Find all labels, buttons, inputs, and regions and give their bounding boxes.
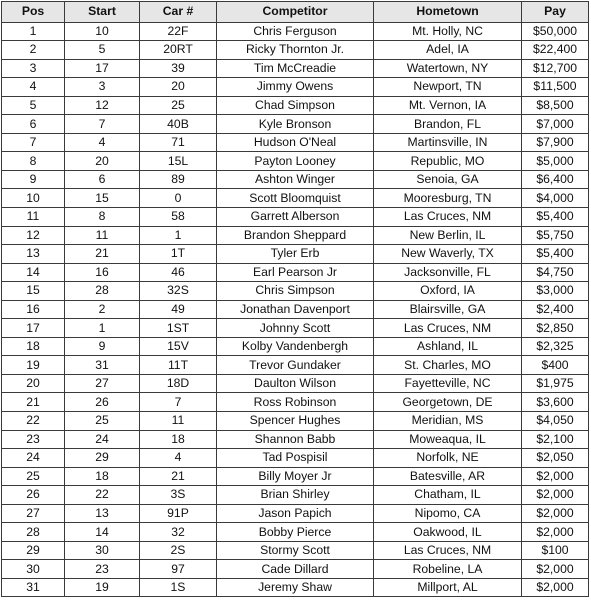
car-number-cell: 7 — [140, 393, 217, 412]
table-row — [2, 22, 589, 41]
pay-cell: $2,400 — [522, 300, 589, 319]
start-cell: 16 — [65, 263, 140, 282]
table-row — [2, 152, 589, 171]
hometown-cell: Las Cruces, NM — [374, 319, 522, 338]
car-number-cell: 2S — [140, 541, 217, 560]
hometown-cell: Chatham, IL — [374, 486, 522, 505]
table-row — [2, 449, 589, 468]
hometown-cell: Robeline, LA — [374, 560, 522, 579]
hometown-cell: Jacksonville, FL — [374, 263, 522, 282]
pay-cell: $2,000 — [522, 504, 589, 523]
start-cell: 14 — [65, 523, 140, 542]
competitor-cell: Jonathan Davenport — [217, 300, 374, 319]
pay-cell: $7,000 — [522, 115, 589, 134]
hometown-cell: Las Cruces, NM — [374, 541, 522, 560]
competitor-cell: Garrett Alberson — [217, 207, 374, 226]
start-cell: 29 — [65, 449, 140, 468]
start-cell: 21 — [65, 245, 140, 264]
pos-cell: 31 — [2, 578, 65, 597]
header-hometown: Hometown — [374, 2, 522, 23]
hometown-cell: Martinsville, IN — [374, 133, 522, 152]
car-number-cell: 20 — [140, 78, 217, 97]
start-cell: 15 — [65, 189, 140, 208]
pos-cell: 9 — [2, 170, 65, 189]
car-number-cell: 1T — [140, 245, 217, 264]
pos-cell: 6 — [2, 115, 65, 134]
start-cell: 19 — [65, 578, 140, 597]
car-number-cell: 18D — [140, 374, 217, 393]
pos-cell: 24 — [2, 449, 65, 468]
pos-cell: 21 — [2, 393, 65, 412]
table-row — [2, 393, 589, 412]
table-row — [2, 207, 589, 226]
car-number-cell: 71 — [140, 133, 217, 152]
pay-cell: $12,700 — [522, 59, 589, 78]
pos-cell: 19 — [2, 356, 65, 375]
header-pos: Pos — [2, 2, 65, 23]
pay-cell: $100 — [522, 541, 589, 560]
competitor-cell: Daulton Wilson — [217, 374, 374, 393]
start-cell: 8 — [65, 207, 140, 226]
table-row — [2, 226, 589, 245]
hometown-cell: Millport, AL — [374, 578, 522, 597]
competitor-cell: Jeremy Shaw — [217, 578, 374, 597]
table-row — [2, 78, 589, 97]
start-cell: 4 — [65, 133, 140, 152]
hometown-cell: Watertown, NY — [374, 59, 522, 78]
pay-cell: $1,975 — [522, 374, 589, 393]
table-row — [2, 245, 589, 264]
pos-cell: 20 — [2, 374, 65, 393]
competitor-cell: Tad Pospisil — [217, 449, 374, 468]
car-number-cell: 1 — [140, 226, 217, 245]
hometown-cell: Norfolk, NE — [374, 449, 522, 468]
competitor-cell: Kyle Bronson — [217, 115, 374, 134]
pos-cell: 7 — [2, 133, 65, 152]
table-row — [2, 578, 589, 597]
pay-cell: $5,400 — [522, 207, 589, 226]
car-number-cell: 46 — [140, 263, 217, 282]
hometown-cell: Adel, IA — [374, 41, 522, 60]
start-cell: 30 — [65, 541, 140, 560]
competitor-cell: Payton Looney — [217, 152, 374, 171]
table-row — [2, 41, 589, 60]
pay-cell: $3,600 — [522, 393, 589, 412]
competitor-cell: Stormy Scott — [217, 541, 374, 560]
race-results-table — [1, 1, 589, 597]
hometown-cell: New Berlin, IL — [374, 226, 522, 245]
table-header — [2, 2, 589, 23]
hometown-cell: Ashland, IL — [374, 337, 522, 356]
table-row — [2, 96, 589, 115]
hometown-cell: Brandon, FL — [374, 115, 522, 134]
hometown-cell: Georgetown, DE — [374, 393, 522, 412]
car-number-cell: 89 — [140, 170, 217, 189]
car-number-cell: 39 — [140, 59, 217, 78]
car-number-cell: 4 — [140, 449, 217, 468]
header-start: Start — [65, 2, 140, 23]
car-number-cell: 22F — [140, 22, 217, 41]
hometown-cell: Mt. Holly, NC — [374, 22, 522, 41]
competitor-cell: Earl Pearson Jr — [217, 263, 374, 282]
hometown-cell: St. Charles, MO — [374, 356, 522, 375]
table-row — [2, 374, 589, 393]
competitor-cell: Johnny Scott — [217, 319, 374, 338]
hometown-cell: Fayetteville, NC — [374, 374, 522, 393]
hometown-cell: Meridian, MS — [374, 411, 522, 430]
table-row — [2, 170, 589, 189]
table-row — [2, 115, 589, 134]
table-row — [2, 467, 589, 486]
start-cell: 10 — [65, 22, 140, 41]
hometown-cell: Batesville, AR — [374, 467, 522, 486]
start-cell: 24 — [65, 430, 140, 449]
start-cell: 6 — [65, 170, 140, 189]
pos-cell: 4 — [2, 78, 65, 97]
hometown-cell: Mt. Vernon, IA — [374, 96, 522, 115]
car-number-cell: 18 — [140, 430, 217, 449]
pay-cell: $2,325 — [522, 337, 589, 356]
competitor-cell: Tyler Erb — [217, 245, 374, 264]
pos-cell: 5 — [2, 96, 65, 115]
competitor-cell: Jimmy Owens — [217, 78, 374, 97]
car-number-cell: 20RT — [140, 41, 217, 60]
start-cell: 11 — [65, 226, 140, 245]
car-number-cell: 15L — [140, 152, 217, 171]
pos-cell: 23 — [2, 430, 65, 449]
start-cell: 13 — [65, 504, 140, 523]
table-row — [2, 523, 589, 542]
table-row — [2, 133, 589, 152]
pos-cell: 25 — [2, 467, 65, 486]
start-cell: 28 — [65, 282, 140, 301]
header-pay: Pay — [522, 2, 589, 23]
pay-cell: $4,050 — [522, 411, 589, 430]
competitor-cell: Shannon Babb — [217, 430, 374, 449]
pay-cell: $5,000 — [522, 152, 589, 171]
pay-cell: $22,400 — [522, 41, 589, 60]
table-row — [2, 411, 589, 430]
start-cell: 23 — [65, 560, 140, 579]
competitor-cell: Ross Robinson — [217, 393, 374, 412]
hometown-cell: Oakwood, IL — [374, 523, 522, 542]
competitor-cell: Billy Moyer Jr — [217, 467, 374, 486]
start-cell: 12 — [65, 96, 140, 115]
hometown-cell: Las Cruces, NM — [374, 207, 522, 226]
pos-cell: 3 — [2, 59, 65, 78]
hometown-cell: Newport, TN — [374, 78, 522, 97]
pay-cell: $2,000 — [522, 560, 589, 579]
hometown-cell: Oxford, IA — [374, 282, 522, 301]
header-car-number: Car # — [140, 2, 217, 23]
start-cell: 25 — [65, 411, 140, 430]
table-row — [2, 486, 589, 505]
table-row — [2, 560, 589, 579]
pay-cell: $4,750 — [522, 263, 589, 282]
pay-cell: $7,900 — [522, 133, 589, 152]
table-row — [2, 504, 589, 523]
pos-cell: 1 — [2, 22, 65, 41]
pay-cell: $6,400 — [522, 170, 589, 189]
start-cell: 5 — [65, 41, 140, 60]
car-number-cell: 58 — [140, 207, 217, 226]
car-number-cell: 49 — [140, 300, 217, 319]
pos-cell: 22 — [2, 411, 65, 430]
car-number-cell: 97 — [140, 560, 217, 579]
competitor-cell: Cade Dillard — [217, 560, 374, 579]
start-cell: 26 — [65, 393, 140, 412]
car-number-cell: 3S — [140, 486, 217, 505]
pos-cell: 28 — [2, 523, 65, 542]
pay-cell: $2,050 — [522, 449, 589, 468]
start-cell: 18 — [65, 467, 140, 486]
hometown-cell: Mooresburg, TN — [374, 189, 522, 208]
car-number-cell: 11T — [140, 356, 217, 375]
pos-cell: 11 — [2, 207, 65, 226]
car-number-cell: 21 — [140, 467, 217, 486]
competitor-cell: Tim McCreadie — [217, 59, 374, 78]
car-number-cell: 32 — [140, 523, 217, 542]
car-number-cell: 25 — [140, 96, 217, 115]
table-row — [2, 189, 589, 208]
pay-cell: $2,000 — [522, 486, 589, 505]
pay-cell: $5,400 — [522, 245, 589, 264]
pay-cell: $50,000 — [522, 22, 589, 41]
table-row — [2, 59, 589, 78]
start-cell: 9 — [65, 337, 140, 356]
table-body — [2, 22, 589, 597]
pos-cell: 13 — [2, 245, 65, 264]
car-number-cell: 0 — [140, 189, 217, 208]
pay-cell: $2,000 — [522, 578, 589, 597]
table-row — [2, 300, 589, 319]
competitor-cell: Ricky Thornton Jr. — [217, 41, 374, 60]
hometown-cell: Senoia, GA — [374, 170, 522, 189]
car-number-cell: 40B — [140, 115, 217, 134]
pos-cell: 15 — [2, 282, 65, 301]
car-number-cell: 32S — [140, 282, 217, 301]
header-competitor: Competitor — [217, 2, 374, 23]
car-number-cell: 15V — [140, 337, 217, 356]
pay-cell: $2,850 — [522, 319, 589, 338]
pos-cell: 8 — [2, 152, 65, 171]
table-row — [2, 282, 589, 301]
pos-cell: 10 — [2, 189, 65, 208]
start-cell: 31 — [65, 356, 140, 375]
pay-cell: $2,000 — [522, 523, 589, 542]
table-row — [2, 319, 589, 338]
competitor-cell: Jason Papich — [217, 504, 374, 523]
pay-cell: $2,000 — [522, 467, 589, 486]
competitor-cell: Hudson O'Neal — [217, 133, 374, 152]
start-cell: 17 — [65, 59, 140, 78]
pos-cell: 12 — [2, 226, 65, 245]
competitor-cell: Chad Simpson — [217, 96, 374, 115]
pay-cell: $8,500 — [522, 96, 589, 115]
competitor-cell: Chris Ferguson — [217, 22, 374, 41]
table-row — [2, 430, 589, 449]
car-number-cell: 1S — [140, 578, 217, 597]
pos-cell: 16 — [2, 300, 65, 319]
pos-cell: 14 — [2, 263, 65, 282]
pos-cell: 30 — [2, 560, 65, 579]
pos-cell: 2 — [2, 41, 65, 60]
hometown-cell: Moweaqua, IL — [374, 430, 522, 449]
hometown-cell: New Waverly, TX — [374, 245, 522, 264]
pos-cell: 17 — [2, 319, 65, 338]
hometown-cell: Republic, MO — [374, 152, 522, 171]
car-number-cell: 11 — [140, 411, 217, 430]
table-row — [2, 263, 589, 282]
start-cell: 7 — [65, 115, 140, 134]
pos-cell: 27 — [2, 504, 65, 523]
start-cell: 1 — [65, 319, 140, 338]
start-cell: 27 — [65, 374, 140, 393]
competitor-cell: Chris Simpson — [217, 282, 374, 301]
table-row — [2, 356, 589, 375]
competitor-cell: Ashton Winger — [217, 170, 374, 189]
start-cell: 3 — [65, 78, 140, 97]
pay-cell: $5,750 — [522, 226, 589, 245]
start-cell: 20 — [65, 152, 140, 171]
start-cell: 2 — [65, 300, 140, 319]
pay-cell: $3,000 — [522, 282, 589, 301]
header-row — [2, 2, 589, 23]
car-number-cell: 1ST — [140, 319, 217, 338]
start-cell: 22 — [65, 486, 140, 505]
pay-cell: $11,500 — [522, 78, 589, 97]
competitor-cell: Trevor Gundaker — [217, 356, 374, 375]
competitor-cell: Scott Bloomquist — [217, 189, 374, 208]
pos-cell: 29 — [2, 541, 65, 560]
table-row — [2, 541, 589, 560]
competitor-cell: Brandon Sheppard — [217, 226, 374, 245]
car-number-cell: 91P — [140, 504, 217, 523]
pay-cell: $2,100 — [522, 430, 589, 449]
pay-cell: $400 — [522, 356, 589, 375]
pos-cell: 18 — [2, 337, 65, 356]
table-row — [2, 337, 589, 356]
competitor-cell: Spencer Hughes — [217, 411, 374, 430]
competitor-cell: Bobby Pierce — [217, 523, 374, 542]
competitor-cell: Kolby Vandenbergh — [217, 337, 374, 356]
hometown-cell: Nipomo, CA — [374, 504, 522, 523]
pay-cell: $4,000 — [522, 189, 589, 208]
competitor-cell: Brian Shirley — [217, 486, 374, 505]
hometown-cell: Blairsville, GA — [374, 300, 522, 319]
pos-cell: 26 — [2, 486, 65, 505]
